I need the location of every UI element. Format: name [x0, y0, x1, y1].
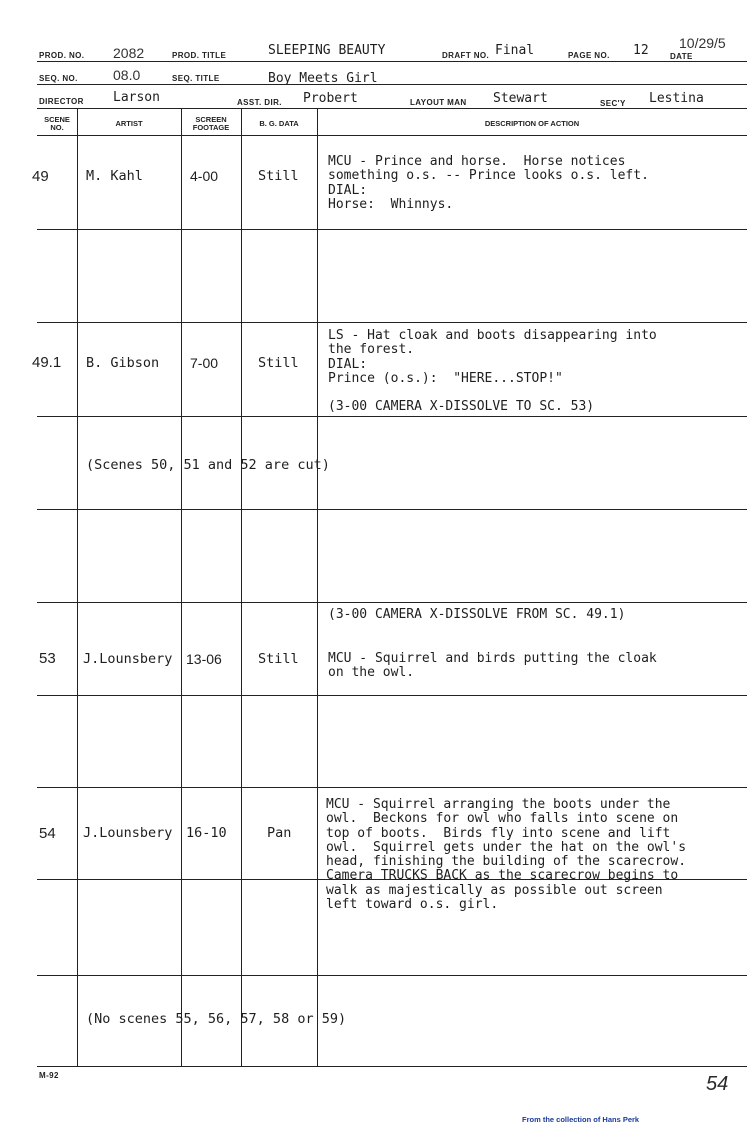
draft-no: Final	[495, 43, 535, 58]
description: MCU - Prince and horse. Horse notices something o.s. -- Prince looks o.s. left. DIAL: Horse: Whinnys.	[328, 154, 649, 212]
prod-title: SLEEPING BEAUTY	[268, 43, 386, 58]
bg-data: Pan	[267, 825, 292, 841]
header-rule-1	[37, 61, 747, 62]
scene-no: 53	[39, 650, 56, 667]
seq-no: 08.0	[113, 67, 141, 83]
artist: B. Gibson	[86, 355, 160, 371]
page-no-label: PAGE NO.	[568, 51, 610, 60]
artist: J.Lounsbery	[83, 651, 173, 667]
row-rule	[37, 1066, 747, 1067]
asst-dir-label: ASST. DIR.	[237, 98, 282, 107]
row-rule	[37, 602, 747, 603]
transition-note: (3-00 CAMERA X-DISSOLVE TO SC. 53)	[328, 399, 595, 414]
col-header-artist: ARTIST	[115, 119, 143, 128]
screen-footage: 16-10	[186, 825, 227, 841]
row-rule	[37, 695, 747, 696]
transition-note: (3-00 CAMERA X-DISSOLVE FROM SC. 49.1)	[328, 607, 626, 622]
seq-title-label: SEQ. TITLE	[172, 74, 220, 83]
asst-dir: Probert	[303, 91, 358, 106]
layout-man-label: LAYOUT MAN	[410, 98, 467, 107]
col-header-screen-footage: SCREEN FOOTAGE	[192, 115, 230, 132]
date-label: DATE	[670, 52, 693, 61]
bg-data: Still	[258, 355, 299, 371]
bg-data: Still	[258, 651, 299, 667]
col-divider	[77, 108, 78, 1066]
col-divider	[181, 108, 182, 1066]
screen-footage: 13-06	[186, 651, 222, 667]
handwritten-page-number: 54	[706, 1073, 729, 1095]
prod-no-label: PROD. NO.	[39, 51, 85, 60]
secy-label: SEC'Y	[600, 99, 626, 108]
director-label: DIRECTOR	[39, 97, 84, 106]
no-scenes-note: (No scenes 55, 56, 57, 58 or 59)	[86, 1011, 347, 1027]
row-rule	[37, 509, 747, 510]
col-header-bg-data: B. G. DATA	[259, 119, 299, 128]
row-rule	[37, 416, 747, 417]
table-header-rule	[37, 135, 747, 136]
artist: J.Lounsbery	[83, 825, 173, 841]
description: LS - Hat cloak and boots disappearing into the forest. DIAL: Prince (o.s.): "HERE...STOP!"	[328, 328, 657, 386]
scene-no: 49.1	[32, 354, 62, 371]
scene-no: 49	[32, 168, 49, 185]
prod-title-label: PROD. TITLE	[172, 51, 227, 60]
row-rule	[37, 229, 747, 230]
table-top-rule	[37, 108, 747, 109]
col-header-description: DESCRIPTION OF ACTION	[484, 119, 580, 128]
col-divider	[241, 108, 242, 1066]
form-number: M-92	[39, 1071, 59, 1080]
director: Larson	[113, 90, 160, 105]
screen-footage: 7-00	[190, 355, 219, 371]
col-divider	[317, 108, 318, 1066]
description: MCU - Squirrel and birds putting the cloak on the owl.	[328, 651, 657, 681]
screen-footage: 4-00	[190, 168, 219, 184]
description: MCU - Squirrel arranging the boots under the owl. Beckons for owl who falls into scene on top of boots. Birds fly into scene and lift owl. Squirrel gets under the hat on the owl's head, finishing the building of the scarecrow. Camera TRUCKS BACK as the scarecrow begins to walk as majestically as possible out screen left toward o.s. girl.	[326, 797, 687, 913]
date: 10/29/5	[679, 35, 726, 51]
secy: Lestina	[649, 91, 704, 106]
layout-man: Stewart	[493, 91, 548, 106]
row-rule	[37, 975, 747, 976]
scene-no: 54	[39, 825, 56, 842]
seq-title: Boy Meets Girl	[268, 71, 378, 86]
draft-no-label: DRAFT NO.	[442, 51, 490, 60]
row-rule	[37, 787, 747, 788]
collection-credit: From the collection of Hans Perk	[522, 1115, 640, 1124]
prod-no: 2082	[113, 45, 145, 61]
page-no: 12	[633, 43, 649, 58]
col-header-scene-no: SCENE NO.	[44, 115, 70, 132]
header-rule-2	[37, 84, 747, 85]
cut-note: (Scenes 50, 51 and 52 are cut)	[86, 457, 330, 473]
seq-no-label: SEQ. NO.	[39, 74, 78, 83]
artist: M. Kahl	[86, 168, 143, 184]
bg-data: Still	[258, 168, 299, 184]
row-rule	[37, 322, 747, 323]
